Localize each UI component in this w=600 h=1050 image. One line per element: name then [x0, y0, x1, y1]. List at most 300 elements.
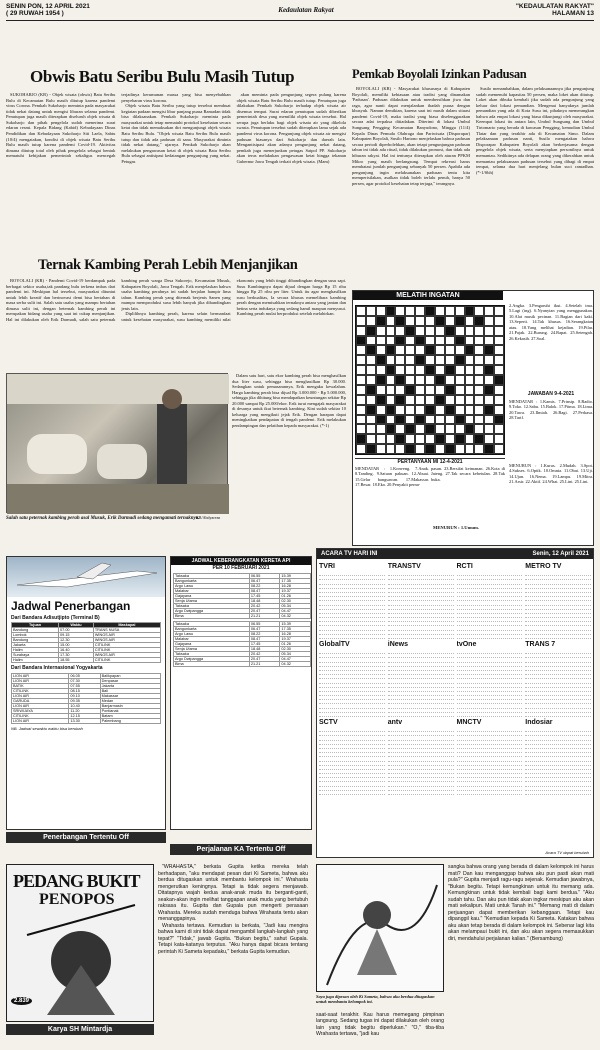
crossword-cell	[455, 316, 465, 326]
crossword-cell[interactable]	[494, 385, 504, 395]
flight-subtitle-2: Dari Bandara Internasional Yogyakarta	[11, 665, 103, 671]
flight-title: Jadwal Penerbangan	[11, 599, 131, 613]
program-line	[388, 635, 454, 639]
crossword-cell[interactable]	[415, 306, 425, 316]
table-cell: 08.22	[249, 632, 280, 637]
crossword-cell[interactable]	[445, 434, 455, 444]
crossword-cell[interactable]	[356, 395, 366, 405]
crossword-cell[interactable]	[474, 415, 484, 425]
table-cell: 18.55	[59, 658, 94, 663]
table-cell: Bandung	[12, 638, 59, 643]
table-cell: 08.15	[69, 689, 100, 694]
crossword-title: MELATIH INGATAN	[353, 291, 503, 300]
crossword-cell	[455, 355, 465, 365]
crossword-cell	[395, 434, 405, 444]
crossword-cell[interactable]	[435, 355, 445, 365]
crossword-cell	[484, 345, 494, 355]
table-cell: Gajayana	[174, 594, 250, 599]
crossword-cell	[484, 385, 494, 395]
table-cell: 09.35	[69, 699, 100, 704]
crossword-cell[interactable]	[494, 306, 504, 316]
crossword-cell[interactable]	[415, 345, 425, 355]
crossword-cell[interactable]	[415, 316, 425, 326]
program-line	[525, 791, 591, 795]
col-maskapai: Maskapai	[93, 623, 160, 628]
article2-headline: Pemkab Boyolali Izinkan Padusan	[352, 67, 527, 81]
crossword-cell[interactable]	[356, 424, 366, 434]
crossword-cell[interactable]	[366, 365, 376, 375]
channel-logo: TRANSTV	[387, 563, 421, 570]
crossword-cell[interactable]	[445, 345, 455, 355]
crossword-cell[interactable]	[405, 316, 415, 326]
crossword-cell[interactable]	[435, 405, 445, 415]
crossword-cell[interactable]	[386, 444, 396, 454]
crossword-cell[interactable]	[474, 326, 484, 336]
crossword-cell[interactable]	[395, 326, 405, 336]
crossword-cell[interactable]	[356, 316, 366, 326]
crossword-cell[interactable]	[376, 336, 386, 346]
table-cell: 06.55	[249, 574, 280, 579]
crossword-cell[interactable]	[455, 395, 465, 405]
article2-body	[352, 86, 594, 284]
crossword-cell[interactable]	[405, 405, 415, 415]
crossword-cell[interactable]	[474, 345, 484, 355]
answer-mendatar: MENDATAR : 1.Kamis. 7.Prinsip. 8.Radio. 9.Toko. 12.Sabu. 15.Balok. 17.Pitma. 18.Lima. 20.Tawa. 23.Ilmiah. 26.Bagi. 27.Perkasa. 28.Tarif.	[509, 399, 593, 421]
crossword-cell[interactable]	[356, 375, 366, 385]
crossword-cell[interactable]	[445, 415, 455, 425]
table-cell: CITILINK	[12, 714, 69, 719]
table-cell: WINGS AIR	[93, 633, 160, 638]
crossword-cell	[356, 336, 366, 346]
crossword-cell	[405, 385, 415, 395]
crossword-cell[interactable]	[405, 336, 415, 346]
crossword-cell	[395, 316, 405, 326]
crossword-cell[interactable]	[474, 424, 484, 434]
crossword-cell[interactable]	[494, 424, 504, 434]
header-right	[516, 3, 594, 17]
program-line	[457, 713, 523, 717]
crossword-cell[interactable]	[445, 306, 455, 316]
train-schedule	[170, 556, 312, 830]
crossword-cell[interactable]	[445, 375, 455, 385]
crossword-cell[interactable]	[465, 375, 475, 385]
crossword-cell[interactable]	[494, 345, 504, 355]
crossword-cell[interactable]	[415, 385, 425, 395]
table-cell: Taksaka	[174, 574, 250, 579]
crossword-grid[interactable]	[355, 305, 505, 455]
crossword-cell[interactable]	[465, 326, 475, 336]
crossword-cell[interactable]	[445, 424, 455, 434]
crossword-cell	[366, 385, 376, 395]
table-cell: 06.47	[249, 627, 280, 632]
table-cell: Lombok	[12, 633, 59, 638]
story-column-2: saat-saat terakhir. Kau harus memegang pimpinan langsung. Sedang tugas ini dapat dilakukan oleh orang lain yang tidak begitu diperlukan." "O," tiba-tiba Wrahasta tertawa, "jadi kau	[316, 1012, 444, 1038]
table-cell: 05.34	[280, 604, 311, 609]
table-cell: 15.39	[280, 574, 311, 579]
flight-schedule	[6, 556, 166, 830]
crossword-cell[interactable]	[494, 434, 504, 444]
program-line	[388, 791, 454, 795]
crossword-cell[interactable]	[395, 405, 405, 415]
crossword-cell[interactable]	[366, 316, 376, 326]
crossword-cell[interactable]	[395, 306, 405, 316]
crossword-cell[interactable]	[366, 415, 376, 425]
crossword-cell[interactable]	[386, 415, 396, 425]
table-cell: Malabar	[174, 637, 250, 642]
crossword-cell[interactable]	[405, 355, 415, 365]
crossword-cell[interactable]	[445, 355, 455, 365]
channel-logo: Indosiar	[525, 719, 553, 726]
table-cell: 12.15	[69, 714, 100, 719]
answer-menurun: MENURUN : 1.Kurus. 2.Mudah. 3.Spot. 4.Sukses. 6.Optik. 10.Omnia. 11.Obat. 13.Uji. 14.Ujan. 16.Nema. 19.Lampu. 19.Mitra. 21.Arsir. 22.Aktif. 24.What. 25.Lini. 25.Lini.	[509, 463, 593, 485]
crossword-cell[interactable]	[356, 365, 366, 375]
table-cell: 11.20	[69, 709, 100, 714]
crossword-cell[interactable]	[465, 385, 475, 395]
table-cell: 06.55	[249, 622, 280, 627]
crossword-cell[interactable]	[395, 345, 405, 355]
crossword-cell[interactable]	[494, 395, 504, 405]
crossword-cell[interactable]	[356, 405, 366, 415]
table-cell: 19.37	[280, 589, 311, 594]
crossword-cell[interactable]	[484, 395, 494, 405]
crossword-cell[interactable]	[455, 405, 465, 415]
crossword-cell[interactable]	[425, 336, 435, 346]
crossword-cell[interactable]	[465, 415, 475, 425]
episode-number: 2.839	[11, 997, 32, 1005]
crossword-cell[interactable]	[435, 385, 445, 395]
crossword-cell[interactable]	[405, 345, 415, 355]
table-row	[174, 662, 311, 667]
crossword-cell[interactable]	[474, 405, 484, 415]
crossword-cell[interactable]	[465, 444, 475, 454]
crossword-cell[interactable]	[494, 405, 504, 415]
crossword-cell[interactable]	[455, 365, 465, 375]
crossword-cell[interactable]	[465, 434, 475, 444]
table-cell: LION AIR	[12, 679, 69, 684]
crossword-cell	[376, 316, 386, 326]
article3-body-side	[232, 373, 346, 513]
crossword-cell	[395, 336, 405, 346]
crossword-cell[interactable]	[484, 415, 494, 425]
crossword-cell[interactable]	[395, 424, 405, 434]
crossword-cell[interactable]	[425, 326, 435, 336]
crossword-box	[352, 290, 594, 546]
table-cell: Halim	[12, 648, 59, 653]
table-row	[12, 658, 161, 663]
crossword-cell[interactable]	[405, 306, 415, 316]
crossword-cell[interactable]	[386, 355, 396, 365]
tv-header	[317, 549, 593, 559]
program-line	[457, 635, 523, 639]
crossword-cell[interactable]	[386, 336, 396, 346]
crossword-cell[interactable]	[435, 336, 445, 346]
channel-logo: iNews	[387, 641, 408, 648]
table-cell: Bangunkarta	[174, 579, 250, 584]
crossword-cell[interactable]	[366, 395, 376, 405]
crossword-cell	[425, 345, 435, 355]
domestic-flight-table	[11, 622, 161, 663]
crossword-cell[interactable]	[425, 375, 435, 385]
crossword-cell[interactable]	[415, 395, 425, 405]
crossword-cell[interactable]	[386, 385, 396, 395]
crossword-cell[interactable]	[356, 385, 366, 395]
crossword-cell[interactable]	[366, 375, 376, 385]
table-cell: Jakarta	[100, 684, 160, 689]
crossword-cell[interactable]	[474, 395, 484, 405]
crossword-cell[interactable]	[425, 316, 435, 326]
crossword-cell[interactable]	[474, 444, 484, 454]
crossword-cell[interactable]	[425, 355, 435, 365]
crossword-cell[interactable]	[376, 385, 386, 395]
crossword-cell[interactable]	[415, 326, 425, 336]
crossword-cell[interactable]	[465, 365, 475, 375]
crossword-cell[interactable]	[356, 355, 366, 365]
crossword-cell[interactable]	[435, 415, 445, 425]
crossword-cell	[376, 355, 386, 365]
crossword-cell[interactable]	[376, 444, 386, 454]
table-cell: Palembang	[100, 719, 160, 724]
tv-note: Acara TV dapat berubah	[545, 850, 589, 855]
table-cell: 17.30	[59, 653, 94, 658]
crossword-cell[interactable]	[356, 444, 366, 454]
table-cell: Taksaka	[174, 622, 250, 627]
crossword-cell[interactable]	[484, 424, 494, 434]
article3-text2: Diplilihnya kambing perah, karena selain bermanfaat untuk kesehatan masyarakat, susu kambing memiliki nilai ekonomis yang lebih tinggi dibandingkan dengan susu sapi. Susu Kambingnya dapat dijual dengan harga Rp 15 ribu hingga Rp 25 ribu per liter. Untuk itu agar menghasilkan susu berkualitas, Ia secara khusus memelihara kambing perah dengan memisahkan ternaknya antara yang jantan dan betina serta induknya yang sedang hamil maupun menyusui. Kambing perah mulai berproduksi setelah melahirkan.	[121, 278, 346, 323]
table-cell: Bima	[174, 662, 250, 667]
crossword-cell[interactable]	[356, 306, 366, 316]
intl-flight-table	[11, 673, 161, 724]
crossword-cell[interactable]	[494, 336, 504, 346]
crossword-cell[interactable]	[484, 336, 494, 346]
illustration-caption: Saya juga dipesan oleh Ki Sameta, bahwa aku berdua ditugaskan untuk membantu kelompok ini.	[316, 994, 435, 1005]
crossword-cell[interactable]	[376, 434, 386, 444]
crossword-cell[interactable]	[455, 424, 465, 434]
table-row	[12, 719, 161, 724]
article1-text2: Objek wisata Batu Seribu yang tutup tersebut membuat kegiatan padaan mengisi libur panjang puasa Ramadan tidak bisa dilaksanakan. Pemkab Sukoharjo meminta pada masyarakat untuk tetap mematuhi protokol kesehatan secara ketat dan tidak memaksakan diri mengunjungi objek wisata Batu Seribu Bulu. "Objek wisata Batu Seribu Bulu masih tutup dan tidak ada padusan di sana. Masyarakat diminta tidak nekat datang," ujarnya. Pemkab Sukoharjo akan melakukan pengawasan ketat di objek wisata Batu Seribu Bulu sebagai antisipasi kedatangan pengunjung yang nekat. Petugas	[121, 103, 231, 164]
program-line	[319, 635, 385, 639]
crossword-cell	[435, 395, 445, 405]
crossword-cell	[366, 405, 376, 415]
crossword-cell[interactable]	[494, 365, 504, 375]
crossword-cell[interactable]	[415, 444, 425, 454]
table-cell: SRIWIJAYA	[12, 709, 69, 714]
crossword-cell	[356, 434, 366, 444]
crossword-cell[interactable]	[386, 375, 396, 385]
crossword-cell[interactable]	[474, 336, 484, 346]
table-cell: 19.37	[280, 637, 311, 642]
crossword-cell[interactable]	[435, 345, 445, 355]
table-cell: Balikpapan	[100, 674, 160, 679]
crossword-cell[interactable]	[415, 405, 425, 415]
table-cell: 07.55	[69, 684, 100, 689]
goat-photo-illustration	[7, 374, 229, 514]
table-cell: Banjarmasin	[100, 704, 160, 709]
crossword-cell[interactable]	[474, 306, 484, 316]
crossword-cell[interactable]	[395, 444, 405, 454]
crossword-cell[interactable]	[455, 326, 465, 336]
table-cell: Argo Lawu	[174, 584, 250, 589]
crossword-cell[interactable]	[484, 316, 494, 326]
crossword-cell	[425, 424, 435, 434]
crossword-cell[interactable]	[494, 326, 504, 336]
table-cell: 17.45	[249, 594, 280, 599]
crossword-cell[interactable]	[455, 385, 465, 395]
crossword-cell	[386, 345, 396, 355]
crossword-cell	[465, 345, 475, 355]
crossword-cell[interactable]	[405, 365, 415, 375]
crossword-cell[interactable]	[415, 375, 425, 385]
crossword-cell[interactable]	[356, 345, 366, 355]
crossword-cell[interactable]	[425, 385, 435, 395]
airplane-icon	[7, 557, 167, 597]
tv-column	[525, 561, 591, 795]
crossword-cell[interactable]	[455, 345, 465, 355]
crossword-cell[interactable]	[435, 365, 445, 375]
crossword-cell[interactable]	[455, 375, 465, 385]
crossword-cell[interactable]	[395, 365, 405, 375]
crossword-clues-down: 2.Angka. 3.Pengaruhi ikut. 4.Setelah ima. 5.Lagi (ing). 6.Nyanyian yang menggunakan. 10.Alat musik pecinan. 11.Bagian dari kaki. 13.Seperti. 14.Tak khusus. 16.Serangkaian atau. 18.Yang melihat kejadian. 19.Pilar. 21.Pajak. 22.Burung. 24.Rapat. 25.Setengah. 26.Kekasih. 27.Soal.	[509, 303, 593, 341]
col-waktu: Waktu	[59, 623, 94, 628]
crossword-cell[interactable]	[415, 365, 425, 375]
crossword-cell[interactable]	[484, 375, 494, 385]
crossword-cell[interactable]	[356, 326, 366, 336]
crossword-cell[interactable]	[455, 306, 465, 316]
table-cell: 16.28	[280, 584, 311, 589]
crossword-cell[interactable]	[474, 375, 484, 385]
crossword-cell	[366, 326, 376, 336]
crossword-cell[interactable]	[366, 336, 376, 346]
crossword-cell[interactable]	[415, 434, 425, 444]
article3-body-top	[6, 278, 346, 370]
crossword-cell[interactable]	[395, 355, 405, 365]
crossword-cell[interactable]	[445, 316, 455, 326]
clues-down-start: MENURUN : 1.Umum.	[433, 525, 479, 530]
flight-off-banner: Penerbangan Tertentu Off	[6, 832, 166, 843]
crossword-cell[interactable]	[465, 395, 475, 405]
table-cell: Batam	[100, 714, 160, 719]
crossword-cell	[494, 375, 504, 385]
table-cell: 18.48	[249, 647, 280, 652]
crossword-cell[interactable]	[435, 306, 445, 316]
crossword-cell[interactable]	[474, 365, 484, 375]
comic-title-panel	[6, 864, 154, 1022]
crossword-cell[interactable]	[494, 444, 504, 454]
channel-logo: TVRI	[319, 563, 335, 570]
javanese-date: ( 29 RUWAH 1954 )	[6, 10, 64, 17]
crossword-cell	[415, 415, 425, 425]
crossword-cell[interactable]	[484, 355, 494, 365]
crossword-cell[interactable]	[405, 415, 415, 425]
article1-text3: akan meminta pada pengunjung segera pulang karena objek wisata Batu Seribu Bulu masih tutup. Penutupan juga dilakukan Pemkab Sukoharjo terhadap objek wisata air disemua tempat. Surat edaran penutupan sudah diberikan pemerintah desa yang memiliki objek wisata tersebut. Hal serupa juga berlaku bagi objek wisata air yang dikelola swasta. Penutupan tersebut sudah diterapkan lama sejak ada pandemi virus korona. Pengunjung objek wisata air mengisi padusan biasanya dari Sukoharjo dan daerah lain. Mengantisipasi akan adanya pengunjung nekat datang, pemkab juga menerjunkan petugas Satpol PP. Sukoharjo akan terus melakukan pengawasan ketat hingga tekanan Gubernur Jawa Tengah terkait objek wisata. (Mam)	[236, 92, 346, 164]
flight-banner-image	[7, 557, 165, 597]
crossword-cell[interactable]	[386, 316, 396, 326]
crossword-cell[interactable]	[435, 326, 445, 336]
table-cell: WINGS AIR	[93, 653, 160, 658]
crossword-cell[interactable]	[425, 415, 435, 425]
crossword-cell[interactable]	[356, 415, 366, 425]
table-cell: 17.35	[280, 579, 311, 584]
crossword-cell[interactable]	[474, 355, 484, 365]
crossword-cell[interactable]	[366, 434, 376, 444]
crossword-cell[interactable]	[465, 316, 475, 326]
author-banner: Karya SH Mintardja	[6, 1024, 154, 1035]
crossword-cell[interactable]	[435, 444, 445, 454]
crossword-cell[interactable]	[405, 375, 415, 385]
crossword-cell	[386, 365, 396, 375]
crossword-cell[interactable]	[425, 395, 435, 405]
crossword-cell	[395, 395, 405, 405]
table-cell: 02.30	[280, 647, 311, 652]
crossword-cell[interactable]	[386, 326, 396, 336]
crossword-cell[interactable]	[465, 336, 475, 346]
crossword-cell[interactable]	[376, 345, 386, 355]
crossword-cell[interactable]	[405, 395, 415, 405]
crossword-cell[interactable]	[376, 306, 386, 316]
crossword-cell[interactable]	[376, 405, 386, 415]
crossword-cell[interactable]	[386, 395, 396, 405]
crossword-cell[interactable]	[366, 424, 376, 434]
crossword-cell[interactable]	[445, 395, 455, 405]
table-cell: 13.30	[69, 719, 100, 724]
crossword-cell[interactable]	[376, 326, 386, 336]
table-cell: 15.39	[280, 622, 311, 627]
train-subtitle: PER 10 FEBRUARI 2021	[212, 565, 270, 571]
clues-across: MENDATAR : 1.Konveng. 7.Anak. 8.Tanding. 9.Satuan pakuan. 12.Abuai. 15.Gelar bangsawan. 17.Makassar. 17.Besar. 18.Eka. 20.Penyakit perna-	[355, 466, 429, 488]
crossword-cell[interactable]	[474, 385, 484, 395]
crossword-cell[interactable]	[484, 434, 494, 444]
crossword-cell[interactable]	[494, 355, 504, 365]
crossword-cell	[445, 365, 455, 375]
article1-headline: Obwis Batu Seribu Bulu Masih Tutup	[30, 67, 295, 86]
table-cell: 21.21	[249, 662, 280, 667]
crossword-cell[interactable]	[425, 434, 435, 444]
table-cell: Bima	[174, 614, 250, 619]
crossword-cell[interactable]	[465, 405, 475, 415]
table-cell: 01.26	[280, 642, 311, 647]
table-cell: Jakarta	[12, 643, 59, 648]
table-cell: LION AIR	[12, 704, 69, 709]
crossword-cell[interactable]	[465, 355, 475, 365]
crossword-cell[interactable]	[445, 336, 455, 346]
crossword-cell[interactable]	[376, 424, 386, 434]
crossword-cell	[484, 405, 494, 415]
program-line	[525, 713, 591, 717]
crossword-cell[interactable]	[395, 385, 405, 395]
crossword-cell[interactable]	[494, 316, 504, 326]
table-cell: Argo Dwipangga	[174, 657, 250, 662]
crossword-cell[interactable]	[386, 434, 396, 444]
table-cell: 16.40	[59, 648, 94, 653]
crossword-cell[interactable]	[484, 326, 494, 336]
crossword-cell[interactable]	[405, 434, 415, 444]
table-cell: BATIK	[12, 684, 69, 689]
crossword-cell[interactable]	[455, 444, 465, 454]
crossword-cell[interactable]	[415, 424, 425, 434]
article1-body	[6, 92, 346, 252]
table-cell: 18.48	[249, 599, 280, 604]
crossword-cell[interactable]	[376, 365, 386, 375]
table-cell: CITILINK	[93, 648, 160, 653]
crossword-cell[interactable]	[484, 306, 494, 316]
crossword-cell[interactable]	[435, 424, 445, 434]
table-cell: 08.22	[249, 584, 280, 589]
masthead-small: Kedaulatan Rakyat	[278, 6, 334, 14]
crossword-cell	[474, 434, 484, 444]
table-cell: Senja Utama	[174, 599, 250, 604]
crossword-cell[interactable]	[366, 306, 376, 316]
crossword-cell[interactable]	[366, 355, 376, 365]
crossword-cell	[425, 405, 435, 415]
